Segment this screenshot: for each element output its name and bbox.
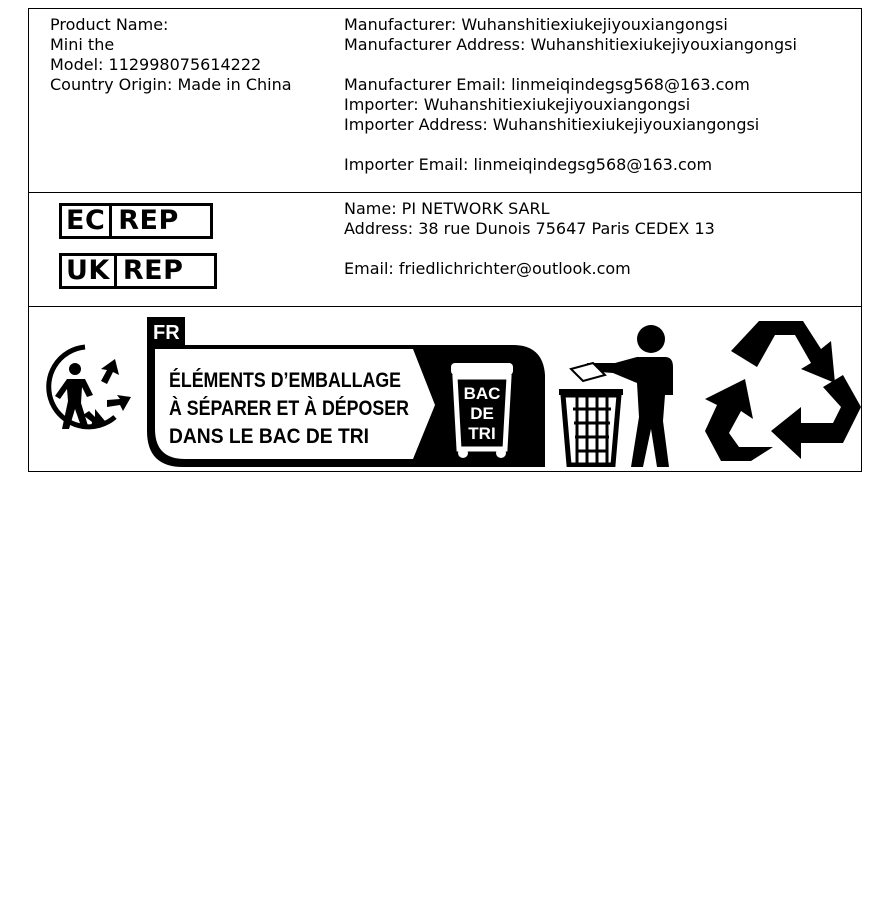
manufacturer-importer-info [344, 15, 797, 175]
product-name-value: Mini the [50, 35, 115, 54]
importer-email: Importer Email: linmeiqindegsg568@163.com [344, 155, 713, 174]
uk-rep-symbol: UK REP [59, 253, 217, 289]
info-tri-banner [143, 311, 548, 471]
tidyman-icon [553, 317, 693, 467]
svg-text:DE: DE [470, 404, 494, 423]
rep-address: Address: 38 rue Dunois 75647 Paris CEDEX 13 [344, 219, 715, 238]
product-model: Model: 112998075614222 [50, 55, 262, 74]
manufacturer-address: Manufacturer Address: Wuhanshitiexiukejiyouxiangongsi [344, 35, 797, 54]
fr-badge: FR [153, 322, 180, 344]
manufacturer-name: Manufacturer: Wuhanshitiexiukejiyouxiangongsi [344, 15, 728, 34]
svg-text:BAC: BAC [463, 384, 501, 403]
representative-info [344, 199, 715, 279]
info-section [29, 9, 861, 193]
ec-rep-symbol: EC REP [59, 203, 213, 239]
info-tri-line3: DANS LE BAC DE TRI [169, 425, 369, 448]
rep-name: Name: PI NETWORK SARL [344, 199, 550, 218]
triman-icon [35, 339, 135, 439]
recycling-section [29, 307, 861, 473]
manufacturer-email: Manufacturer Email: linmeiqindegsg568@163.com [344, 75, 750, 94]
svg-text:TRI: TRI [468, 424, 496, 443]
product-info [50, 15, 292, 95]
rep-email: Email: friedlichrichter@outlook.com [344, 259, 631, 278]
product-name-label: Product Name: [50, 15, 169, 34]
product-label [28, 8, 862, 472]
mobius-recycle-icon [703, 311, 863, 471]
info-tri-line2: À SÉPARER ET À DÉPOSER [169, 397, 409, 420]
importer-address: Importer Address: Wuhanshitiexiukejiyouxiangongsi [344, 115, 760, 134]
info-tri-line1: ÉLÉMENTS D’EMBALLAGE [169, 369, 401, 392]
importer-name: Importer: Wuhanshitiexiukejiyouxiangongsi [344, 95, 691, 114]
country-origin: Country Origin: Made in China [50, 75, 292, 94]
representative-section [29, 193, 861, 307]
